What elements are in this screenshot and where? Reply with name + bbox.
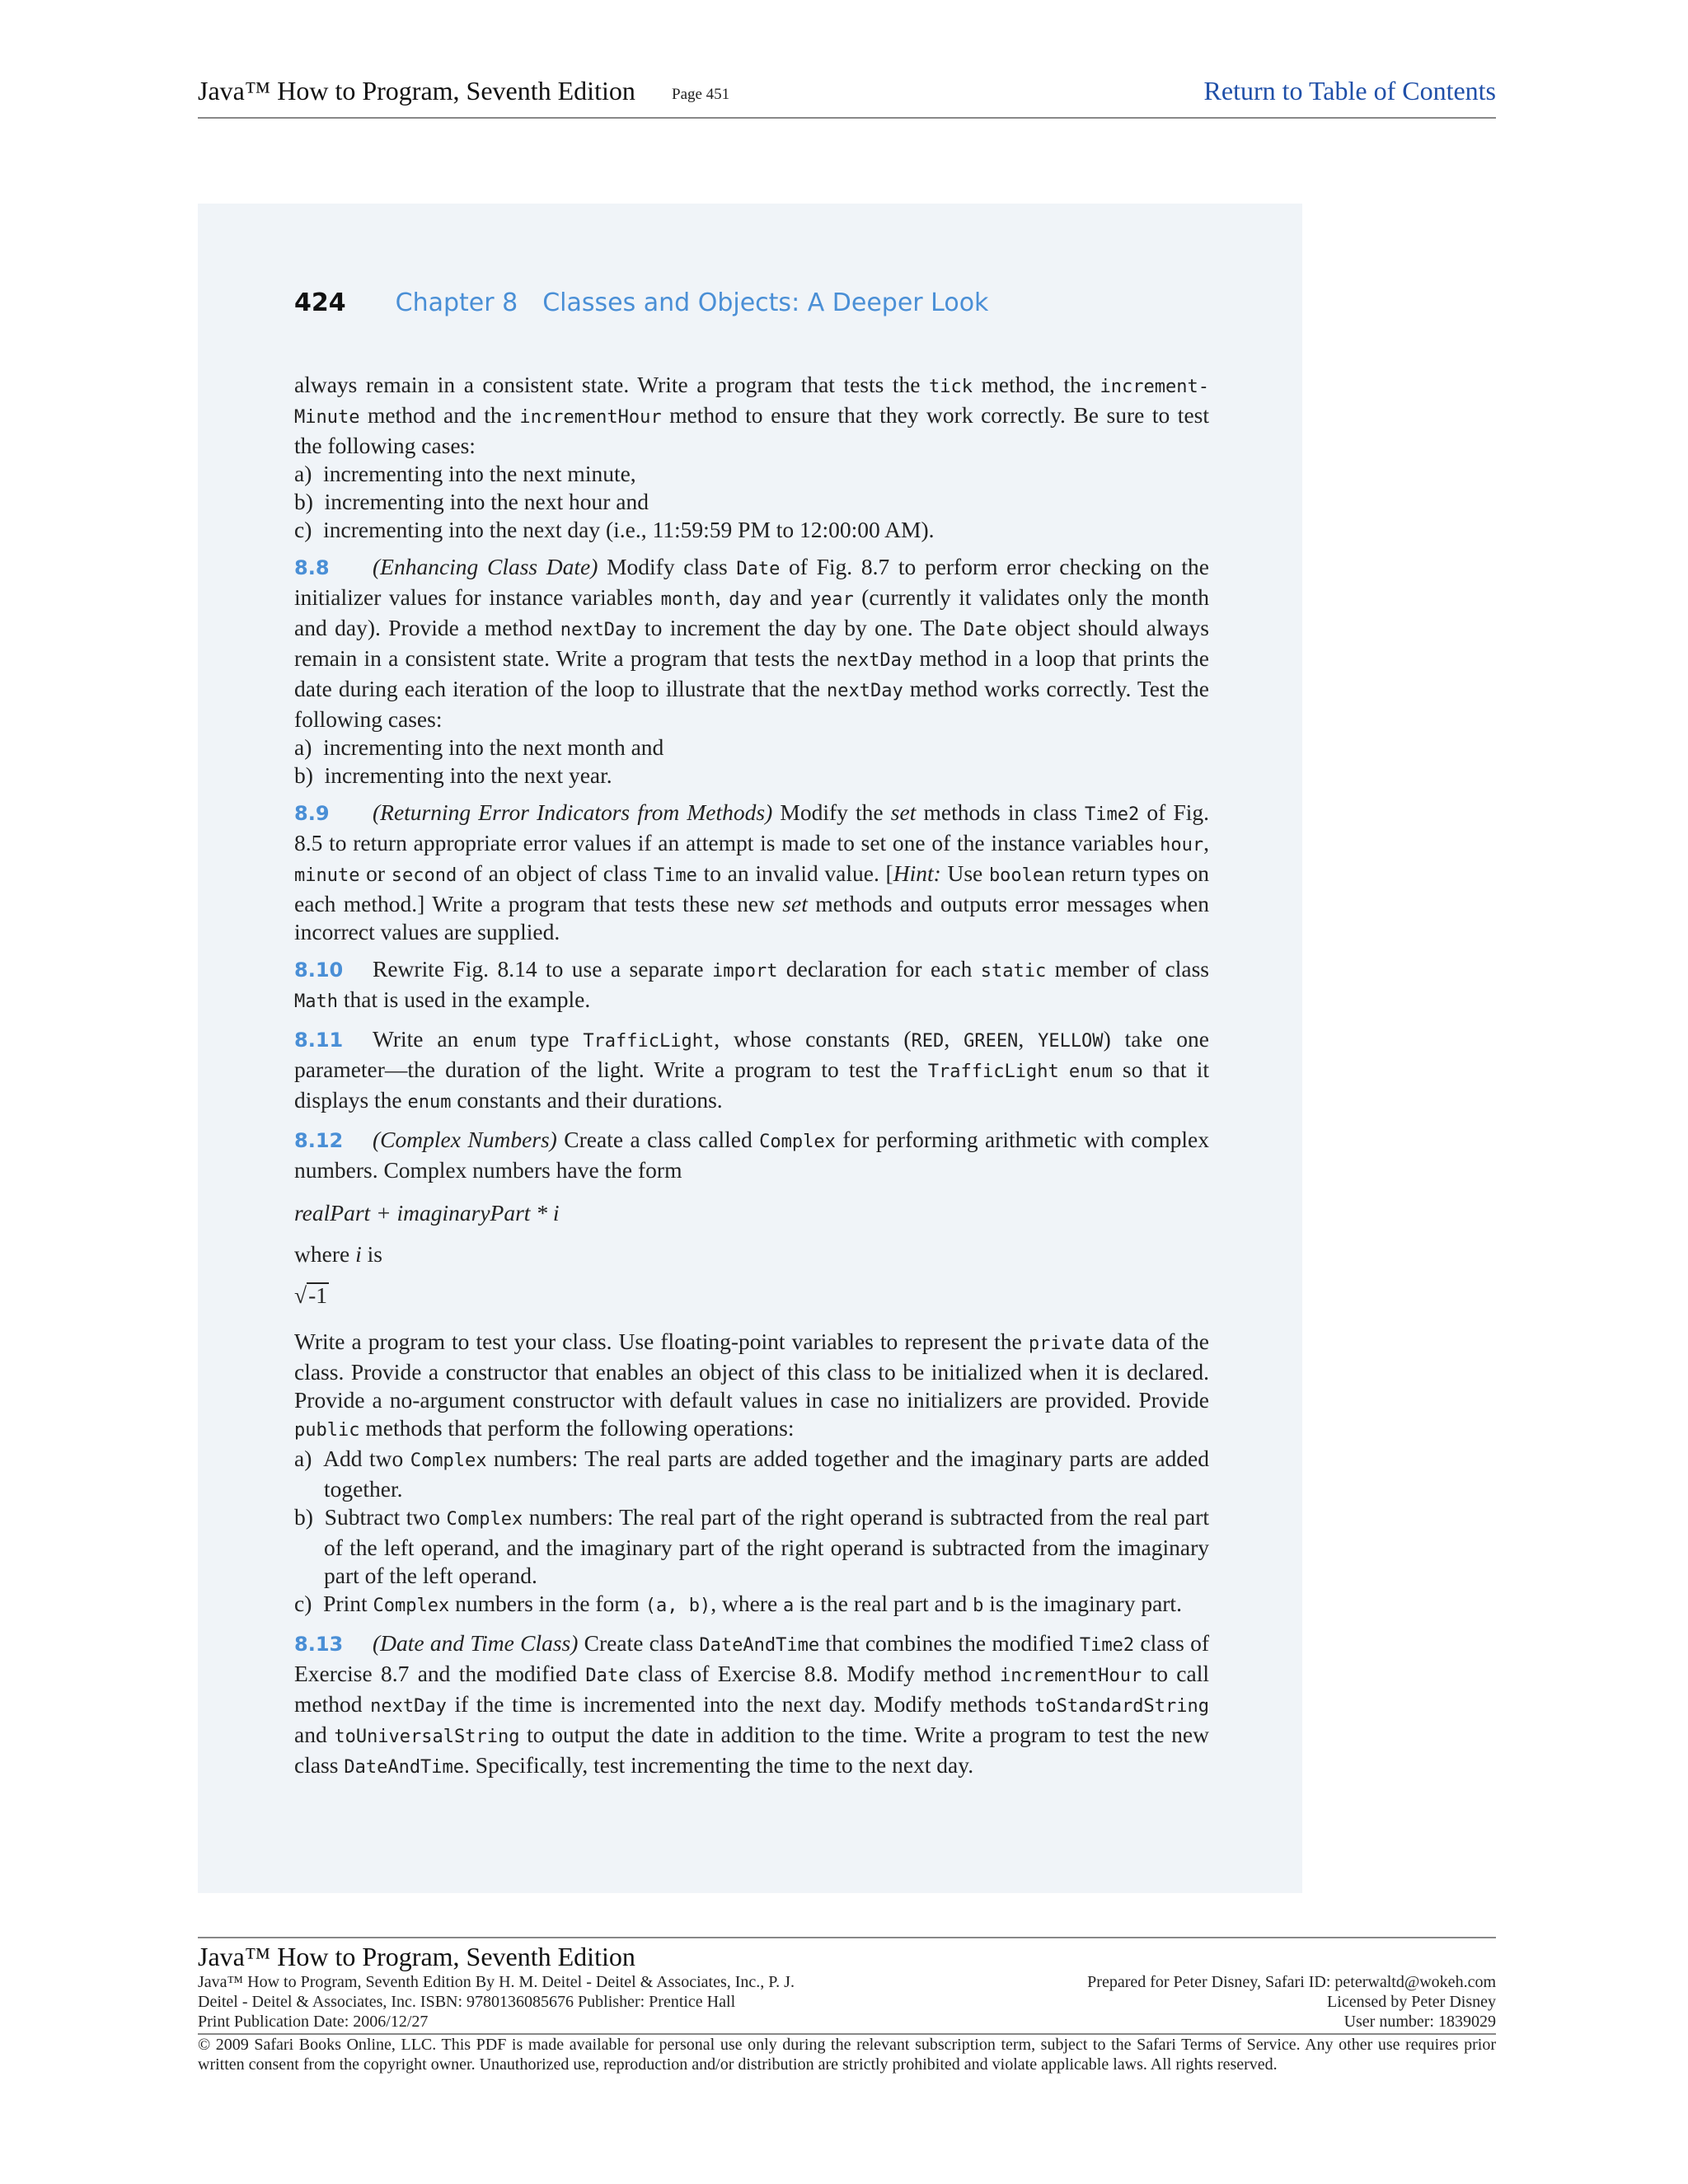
sqrt-symbol: √ <box>294 1282 307 1308</box>
footer-pub-date: Print Publication Date: 2006/12/27 <box>198 2013 429 2031</box>
list-item: b) Subtract two Complex numbers: The real part of the right operand is subtracted from the real part of the left operand, and the imaginary part of the right operand is subtracted from the imaginary part of the left operand. <box>294 1504 1209 1588</box>
list-item: a) incrementing into the next minute, <box>294 461 636 486</box>
sqrt-expression <box>294 1282 1209 1310</box>
exercise-8-8: 8.8 (Enhancing Class Date) Modify class Date of Fig. 8.7 to perform error checking on the initializer values for instance variables month, day and year (currently it validates only the month and day). Provide a method nextDay to increment the day by one. The Date object should always remain in a consistent state. Write a program that tests the nextDay method in a loop that prints the date during each iteration of the loop to illustrate that the nextDay method works correctly. Test the following cases: <box>294 554 1210 732</box>
page-content <box>294 371 1209 1782</box>
exercise-8-11: 8.11 Write an enum type TrafficLight, whose constants (RED, GREEN, YELLOW) take one parameter—the duration of the light. Write a program to test the TrafficLight enum so that it displays the enum constants and their durations. <box>294 1026 1209 1113</box>
footer-licensed-by: Licensed by Peter Disney <box>1327 1993 1496 2011</box>
sqrt-radicand: -1 <box>308 1282 328 1308</box>
intro-paragraph: always remain in a consistent state. Write a program that tests the tick method, the increment- Minute method and the incrementHour method to ensure that they work correctly. Be sure to test the following cases: <box>294 372 1209 458</box>
list-item: a) Add two Complex numbers: The real parts are added together and the imaginary parts are added together. <box>294 1446 1209 1502</box>
chapter-label: Chapter 8 <box>395 288 518 317</box>
exercise-title: (Date and Time Class) <box>373 1630 579 1656</box>
footer-book-info: Java™ How to Program, Seventh Edition By H. M. Deitel - Deitel & Associates, Inc., P. J. <box>198 1973 795 1991</box>
page-header <box>198 76 1496 119</box>
footer-isbn: Deitel - Deitel & Associates, Inc. ISBN: 9780136085676 Publisher: Prentice Hall <box>198 1993 736 2011</box>
exercise-8-10: 8.10 Rewrite Fig. 8.14 to use a separate import declaration for each static member of class Math that is used in the example. <box>294 956 1209 1012</box>
header-page-label: Page 451 <box>672 86 730 103</box>
footer-title: Java™ How to Program, Seventh Edition <box>198 1942 635 1971</box>
page-footer <box>198 1937 1496 2074</box>
exercise-number: 8.12 <box>294 1129 344 1152</box>
list-item: c) Print Complex numbers in the form (a, b), where a is the real part and b is the imaginary part. <box>294 1591 1182 1616</box>
footer-user-number: User number: 1839029 <box>1343 2013 1496 2031</box>
list-item: b) incrementing into the next year. <box>294 762 612 788</box>
exercise-number: 8.8 <box>294 556 330 579</box>
exercise-title: (Enhancing Class Date) <box>373 554 598 579</box>
list-item: a) incrementing into the next month and <box>294 734 664 760</box>
footer-copyright: © 2009 Safari Books Online, LLC. This PDF is made available for personal use only during the relevant subscription term, subject to the Safari Terms of Service. Any other use requires prior written consent from the copyright owner. Unauthorized use, reproduction and/or distribution are strictly prohibited and violate applicable laws. All rights reserved. <box>198 2033 1496 2074</box>
exercise-8-13: 8.13 (Date and Time Class) Create class DateAndTime that combines the modified Time2 class of Exercise 8.7 and the modified Date class of Exercise 8.8. Modify method incrementHour to call method nextDay if the time is incremented into the next day. Modify methods toStandardString and toUniversalString to output the date in addition to the time. Write a program to test the new class DateAndTime. Specifically, test incrementing the time to the next day. <box>294 1630 1209 1778</box>
book-page-number: 424 <box>294 288 346 317</box>
exercise-8-9: 8.9 (Returning Error Indicators from Methods) Modify the set methods in class Time2 of Fig. 8.5 to return appropriate error values if an attempt is made to set one of the instance variables hour, minute or second of an object of class Time to an invalid value. [Hint: Use boolean return types on each method.] Write a program that tests these new set methods and outputs error messages when incorrect values are supplied. <box>294 799 1210 944</box>
toc-link[interactable]: Return to Table of Contents <box>1203 76 1496 105</box>
complex-formula: realPart + imaginaryPart * i <box>294 1200 560 1226</box>
where-line: where i is <box>294 1241 382 1267</box>
header-book-title: Java™ How to Program, Seventh Edition <box>198 76 635 105</box>
chapter-title: Classes and Objects: A Deeper Look <box>542 288 989 317</box>
exercise-number: 8.13 <box>294 1633 344 1656</box>
list-item: c) incrementing into the next day (i.e., 11:59:59 PM to 12:00:00 AM). <box>294 517 935 542</box>
exercise-title: (Returning Error Indicators from Methods) <box>373 799 773 825</box>
exercise-number: 8.11 <box>294 1029 344 1052</box>
exercise-title: (Complex Numbers) <box>373 1127 557 1152</box>
complex-paragraph: Write a program to test your class. Use floating-point variables to represent the private data of the class. Provide a constructor that enables an object of this class to be initialized when it is declared. Provide a no-argument constructor with default values in case no initializers are provided. Provide public methods that perform the following operations: <box>294 1329 1209 1441</box>
list-item: b) incrementing into the next hour and <box>294 489 649 514</box>
exercise-number: 8.9 <box>294 802 330 825</box>
exercise-number: 8.10 <box>294 958 344 982</box>
exercise-8-12: 8.12 (Complex Numbers) Create a class called Complex for performing arithmetic with complex numbers. Complex numbers have the form <box>294 1127 1209 1183</box>
footer-prepared-for: Prepared for Peter Disney, Safari ID: peterwaltd@wokeh.com <box>1087 1973 1496 1991</box>
chapter-heading <box>294 288 988 317</box>
